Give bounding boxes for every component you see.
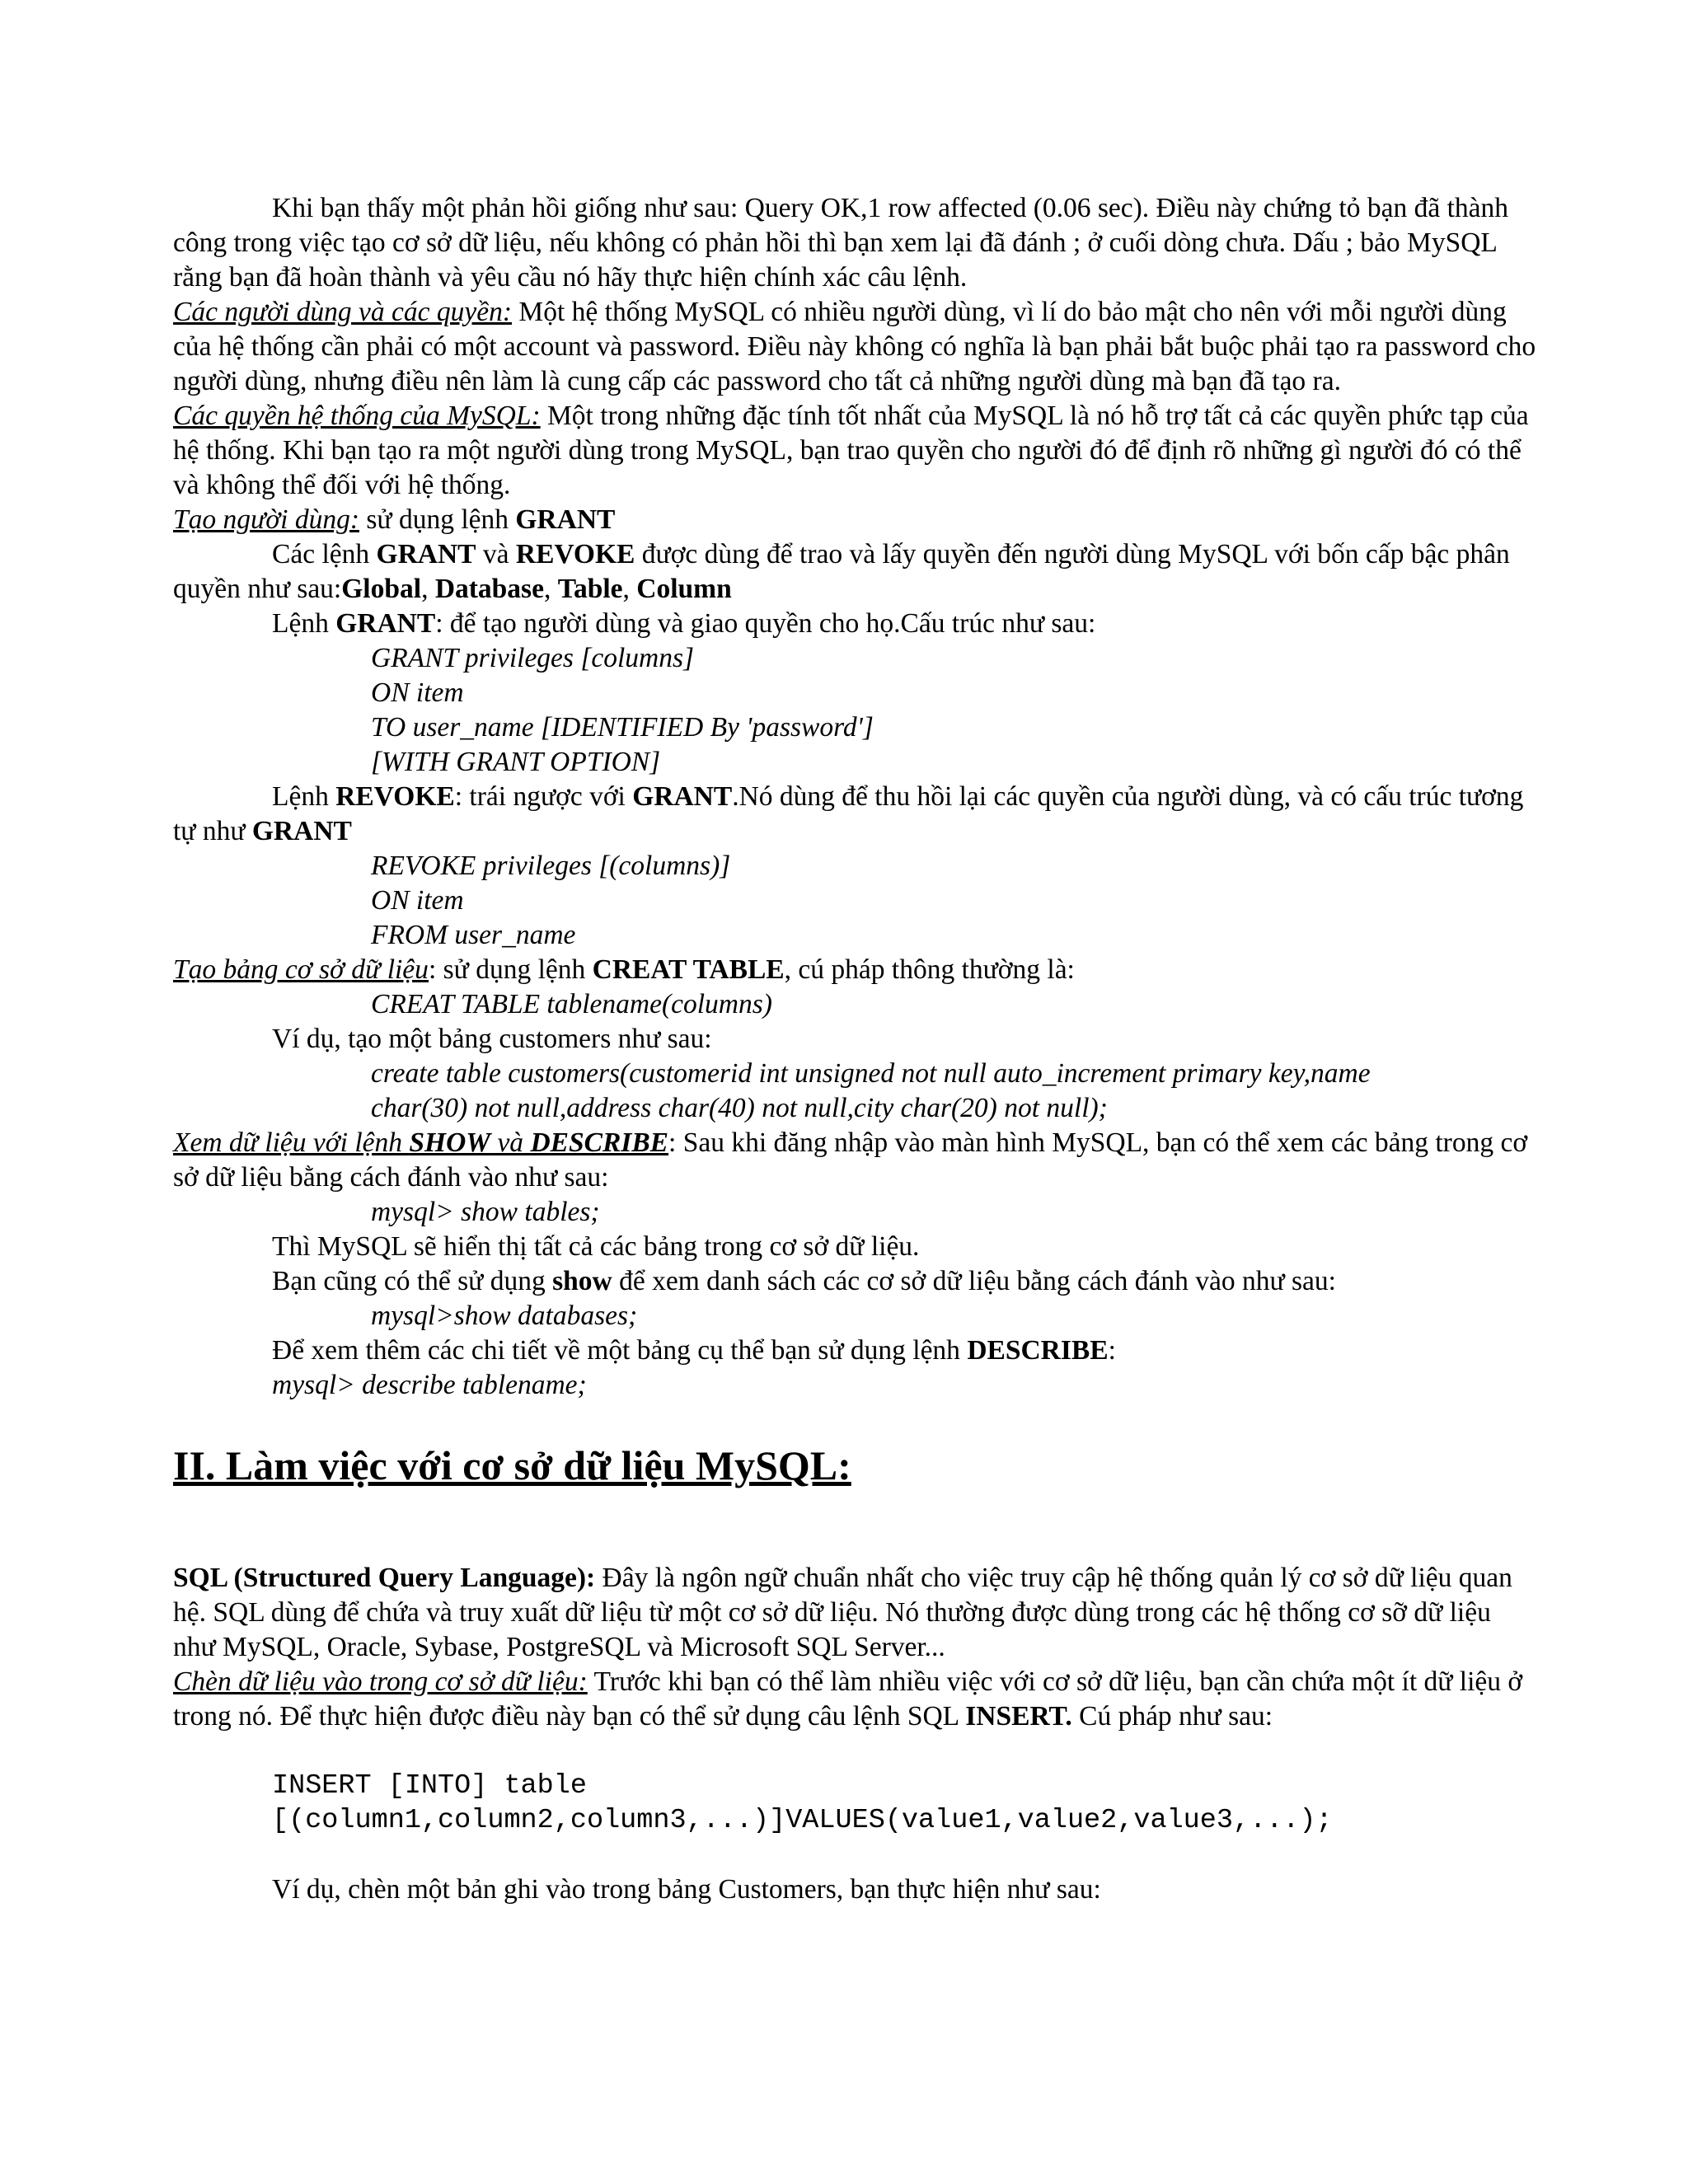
paragraph-show-databases: Bạn cũng có thể sử dụng show để xem danh sách các cơ sở dữ liệu bằng cách đánh vào như sau: — [272, 1266, 1336, 1296]
paragraph-show-result: Thì MySQL sẽ hiển thị tất cả các bảng trong cơ sở dữ liệu. — [272, 1231, 920, 1262]
paragraph-revoke-command: Lệnh REVOKE: trái ngược với GRANT.Nó dùng để thu hồi lại các quyền của người dùng, và có cấu trúc tương tự như GRANT — [173, 781, 1524, 846]
term-label: Tạo người dùng: — [173, 504, 359, 535]
spacer — [173, 1734, 1540, 1769]
paragraph-grant-revoke: Các lệnh GRANT và REVOKE được dùng để trao và lấy quyền đến người dùng MySQL với bốn cấp bậc phân quyền như sau:Global, Database, Table, Column — [173, 539, 1510, 604]
insert-syntax-block — [173, 1769, 1540, 1838]
revoke-syntax-block — [173, 849, 1540, 953]
term-label: Chèn dữ liệu vào trong cơ sở dữ liệu: — [173, 1666, 588, 1697]
code-line: [WITH GRANT OPTION] — [371, 747, 661, 777]
show-databases-command: mysql>show databases; — [371, 1301, 638, 1331]
create-table-syntax: CREAT TABLE tablename(columns) — [371, 989, 772, 1019]
term-label: Xem dữ liệu với lệnh SHOW và DESCRIBE — [173, 1127, 669, 1158]
show-tables-command: mysql> show tables; — [371, 1197, 600, 1227]
code-line: char(30) not null,address char(40) not null,city char(20) not null); — [371, 1093, 1108, 1123]
spacer — [173, 1838, 1540, 1872]
paragraph-show-describe: Xem dữ liệu với lệnh SHOW và DESCRIBE: Sau khi đăng nhập vào màn hình MySQL, bạn có thể xem các bảng trong cơ sở dữ liệu bằng cách đánh vào như sau: — [173, 1127, 1528, 1193]
code-line: ON item — [371, 677, 464, 708]
paragraph-describe: Để xem thêm các chi tiết về một bảng cụ thể bạn sử dụng lệnh DESCRIBE: — [272, 1335, 1116, 1366]
grant-syntax-block — [173, 641, 1540, 780]
paragraph-example-customers: Ví dụ, tạo một bảng customers như sau: — [272, 1024, 712, 1054]
code-line: ON item — [371, 885, 464, 916]
paragraph-sql-definition: SQL (Structured Query Language): Đây là ngôn ngữ chuẩn nhất cho việc truy cập hệ thống quản lý cơ sở dữ liệu quan hệ. SQL dùng để chứa và truy xuất dữ liệu từ một cơ sở dữ liệu. Nó thường được dùng trong các hệ thống cơ sỡ dữ liệu như MySQL, Oracle, Sybase, PostgreSQL và Microsoft SQL Server... — [173, 1563, 1512, 1662]
term-label: Tạo bảng cơ sở dữ liệu — [173, 954, 429, 985]
term-label: Các người dùng và các quyền: — [173, 297, 513, 327]
section-heading: II. Làm việc với cơ sở dữ liệu MySQL: — [173, 1442, 851, 1488]
paragraph-system-permissions: Các quyền hệ thống của MySQL: Một trong những đặc tính tốt nhất của MySQL là nó hỗ trợ tất cả các quyền phức tạp của hệ thống. Khi bạn tạo ra một người dùng trong MySQL, bạn trao quyền cho người đó để định rõ những gì người đó có thể và không thể đối với hệ thống. — [173, 401, 1529, 500]
code-line: create table customers(customerid int unsigned not null auto_increment primary key,name — [371, 1058, 1371, 1089]
code-line: FROM user_name — [371, 920, 576, 950]
paragraph-create-table: Tạo bảng cơ sở dữ liệu: sử dụng lệnh CREAT TABLE, cú pháp thông thường là: — [173, 954, 1075, 985]
create-table-example — [173, 1057, 1540, 1126]
code-line: REVOKE privileges [(columns)] — [371, 851, 731, 881]
code-line: [(column1,column2,column3,...)]VALUES(value1,value2,value3,...); — [272, 1805, 1333, 1836]
code-line: INSERT [INTO] table — [272, 1770, 587, 1802]
paragraph-users-permissions: Các người dùng và các quyền: Một hệ thống MySQL có nhiều người dùng, vì lí do bảo mật cho nên với mỗi người dùng của hệ thống cần phải có một account và password. Điều này không có nghĩa là bạn phải bắt buộc phải tạo ra password cho người dùng, nhưng điều nên làm là cung cấp các password cho tất cả những người dùng mà bạn đã tạo ra. — [173, 297, 1536, 396]
code-line: GRANT privileges [columns] — [371, 643, 695, 673]
term-label: Các quyền hệ thống của MySQL: — [173, 401, 541, 431]
paragraph-create-user: Tạo người dùng: sử dụng lệnh GRANT — [173, 504, 616, 535]
code-line: TO user_name [IDENTIFIED By 'password'] — [371, 712, 874, 743]
paragraph-grant-command: Lệnh GRANT: để tạo người dùng và giao quyền cho họ.Cấu trúc như sau: — [272, 608, 1096, 639]
paragraph-query-ok: Khi bạn thấy một phản hồi giống như sau: Query OK,1 row affected (0.06 sec). Điều này chứng tỏ bạn đã thành công trong việc tạo cơ sở dữ liệu, nếu không có phản hồi thì bạn xem lại đã đánh ; ở cuối dòng chưa. Dấu ; bảo MySQL rằng bạn đã hoàn thành và yêu cầu nó hãy thực hiện chính xác câu lệnh. — [173, 193, 1509, 293]
describe-command: mysql> describe tablename; — [272, 1370, 587, 1400]
spacer — [173, 1492, 1540, 1561]
paragraph-insert-data: Chèn dữ liệu vào trong cơ sở dữ liệu: Trước khi bạn có thể làm nhiều việc với cơ sở dữ liệu, bạn cần chứa một ít dữ liệu ở trong nó. Để thực hiện được điều này bạn có thể sử dụng câu lệnh SQL INSERT. Cú pháp như sau: — [173, 1666, 1523, 1732]
paragraph-insert-example: Ví dụ, chèn một bản ghi vào trong bảng Customers, bạn thực hiện như sau: — [272, 1874, 1101, 1905]
